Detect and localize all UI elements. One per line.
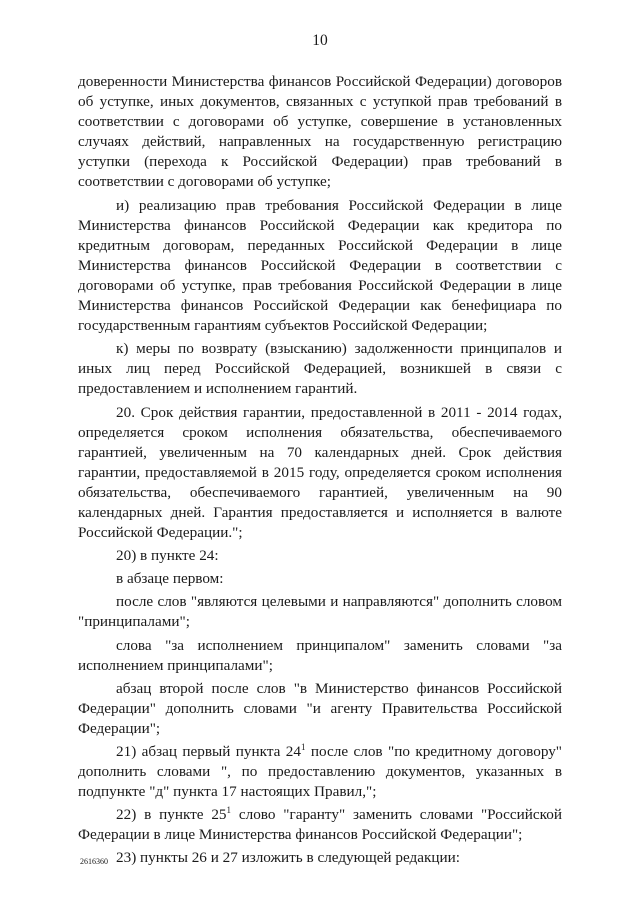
paragraph-amendment-22 — [78, 805, 562, 845]
document-code: 2616360 — [80, 857, 108, 866]
amendment-22-superscript: 1 — [226, 805, 232, 816]
paragraph-amendment-20: 20) в пункте 24: — [116, 547, 219, 565]
paragraph-amendment-23: 23) пункты 26 и 27 изложить в следующей редакции: — [116, 849, 460, 867]
paragraph-replace-words: слова "за исполнением принципалом" заменить словами "за исполнением принципалами"; — [78, 636, 562, 674]
page-number: 10 — [312, 32, 328, 49]
amendment-22-text-start: 22) в пункте 25 — [116, 806, 227, 824]
amendment-21-text-start: 21) абзац первый пункта 24 — [116, 743, 301, 760]
paragraph-add-word: после слов "являются целевыми и направляются" дополнить словом "принципалами"; — [78, 593, 562, 631]
paragraph-first-abzac: в абзаце первом: — [116, 570, 224, 588]
paragraph-amendment-21 — [78, 742, 562, 802]
document-body — [78, 72, 562, 869]
amendment-21-text-end: после слов "по кредитному договору" дополнить словами ", по предоставлению документов, указанных в подпункте "д" пункта 17 настоящих Правил,"; — [78, 743, 563, 801]
paragraph-item-20: 20. Срок действия гарантии, предоставленной в 2011 - 2014 годах, определяется сроком исполнения обязательства, обеспечиваемого гарантией, увеличенным на 70 календарных дней. Срок действия гарантии, предоставляемой в 2015 году, определяется сроком исполнения обязательства, обеспечиваемого гарантией, увеличенным на 90 календарных дней. Гарантия предоставляется и исполняется в валюте Российской Федерации."; — [78, 403, 562, 542]
paragraph-second-abzac: абзац второй после слов "в Министерство финансов Российской Федерации" дополнить словами "и агенту Правительства Российской Федерации"; — [78, 679, 562, 737]
paragraph-subitem-k: к) меры по возврату (взысканию) задолженности принципалов и иных лиц перед Российской Федерацией, возникшей в связи с предоставлением и исполнением гарантий. — [78, 340, 562, 398]
paragraph-subitem-i: и) реализацию прав требования Российской Федерации в лице Министерства финансов Российской Федерации как кредитора по кредитным договорам, переданных Российской Федерации в лице Министерства финансов Российской Федерации в соответствии с договорами об уступке, прав требования Российской Федерации в лице Министерства финансов Российской Федерации как бенефициара по государственным гарантиям субъектов Российской Федерации; — [78, 196, 562, 335]
paragraph-continuation: доверенности Министерства финансов Российской Федерации) договоров об уступке, иных документов, связанных с уступкой прав требований в соответствии с договорами об уступке, совершение в установленных случаях действий, направленных на государственную регистрацию уступки (перехода к Российской Федерации) прав требований в соответствии с договорами об уступке; — [78, 73, 562, 191]
amendment-22-text-end: слово "гаранту" заменить словами "Российской Федерации в лице Министерства финансов Российской Федерации"; — [78, 806, 562, 844]
amendment-21-superscript: 1 — [301, 742, 306, 752]
